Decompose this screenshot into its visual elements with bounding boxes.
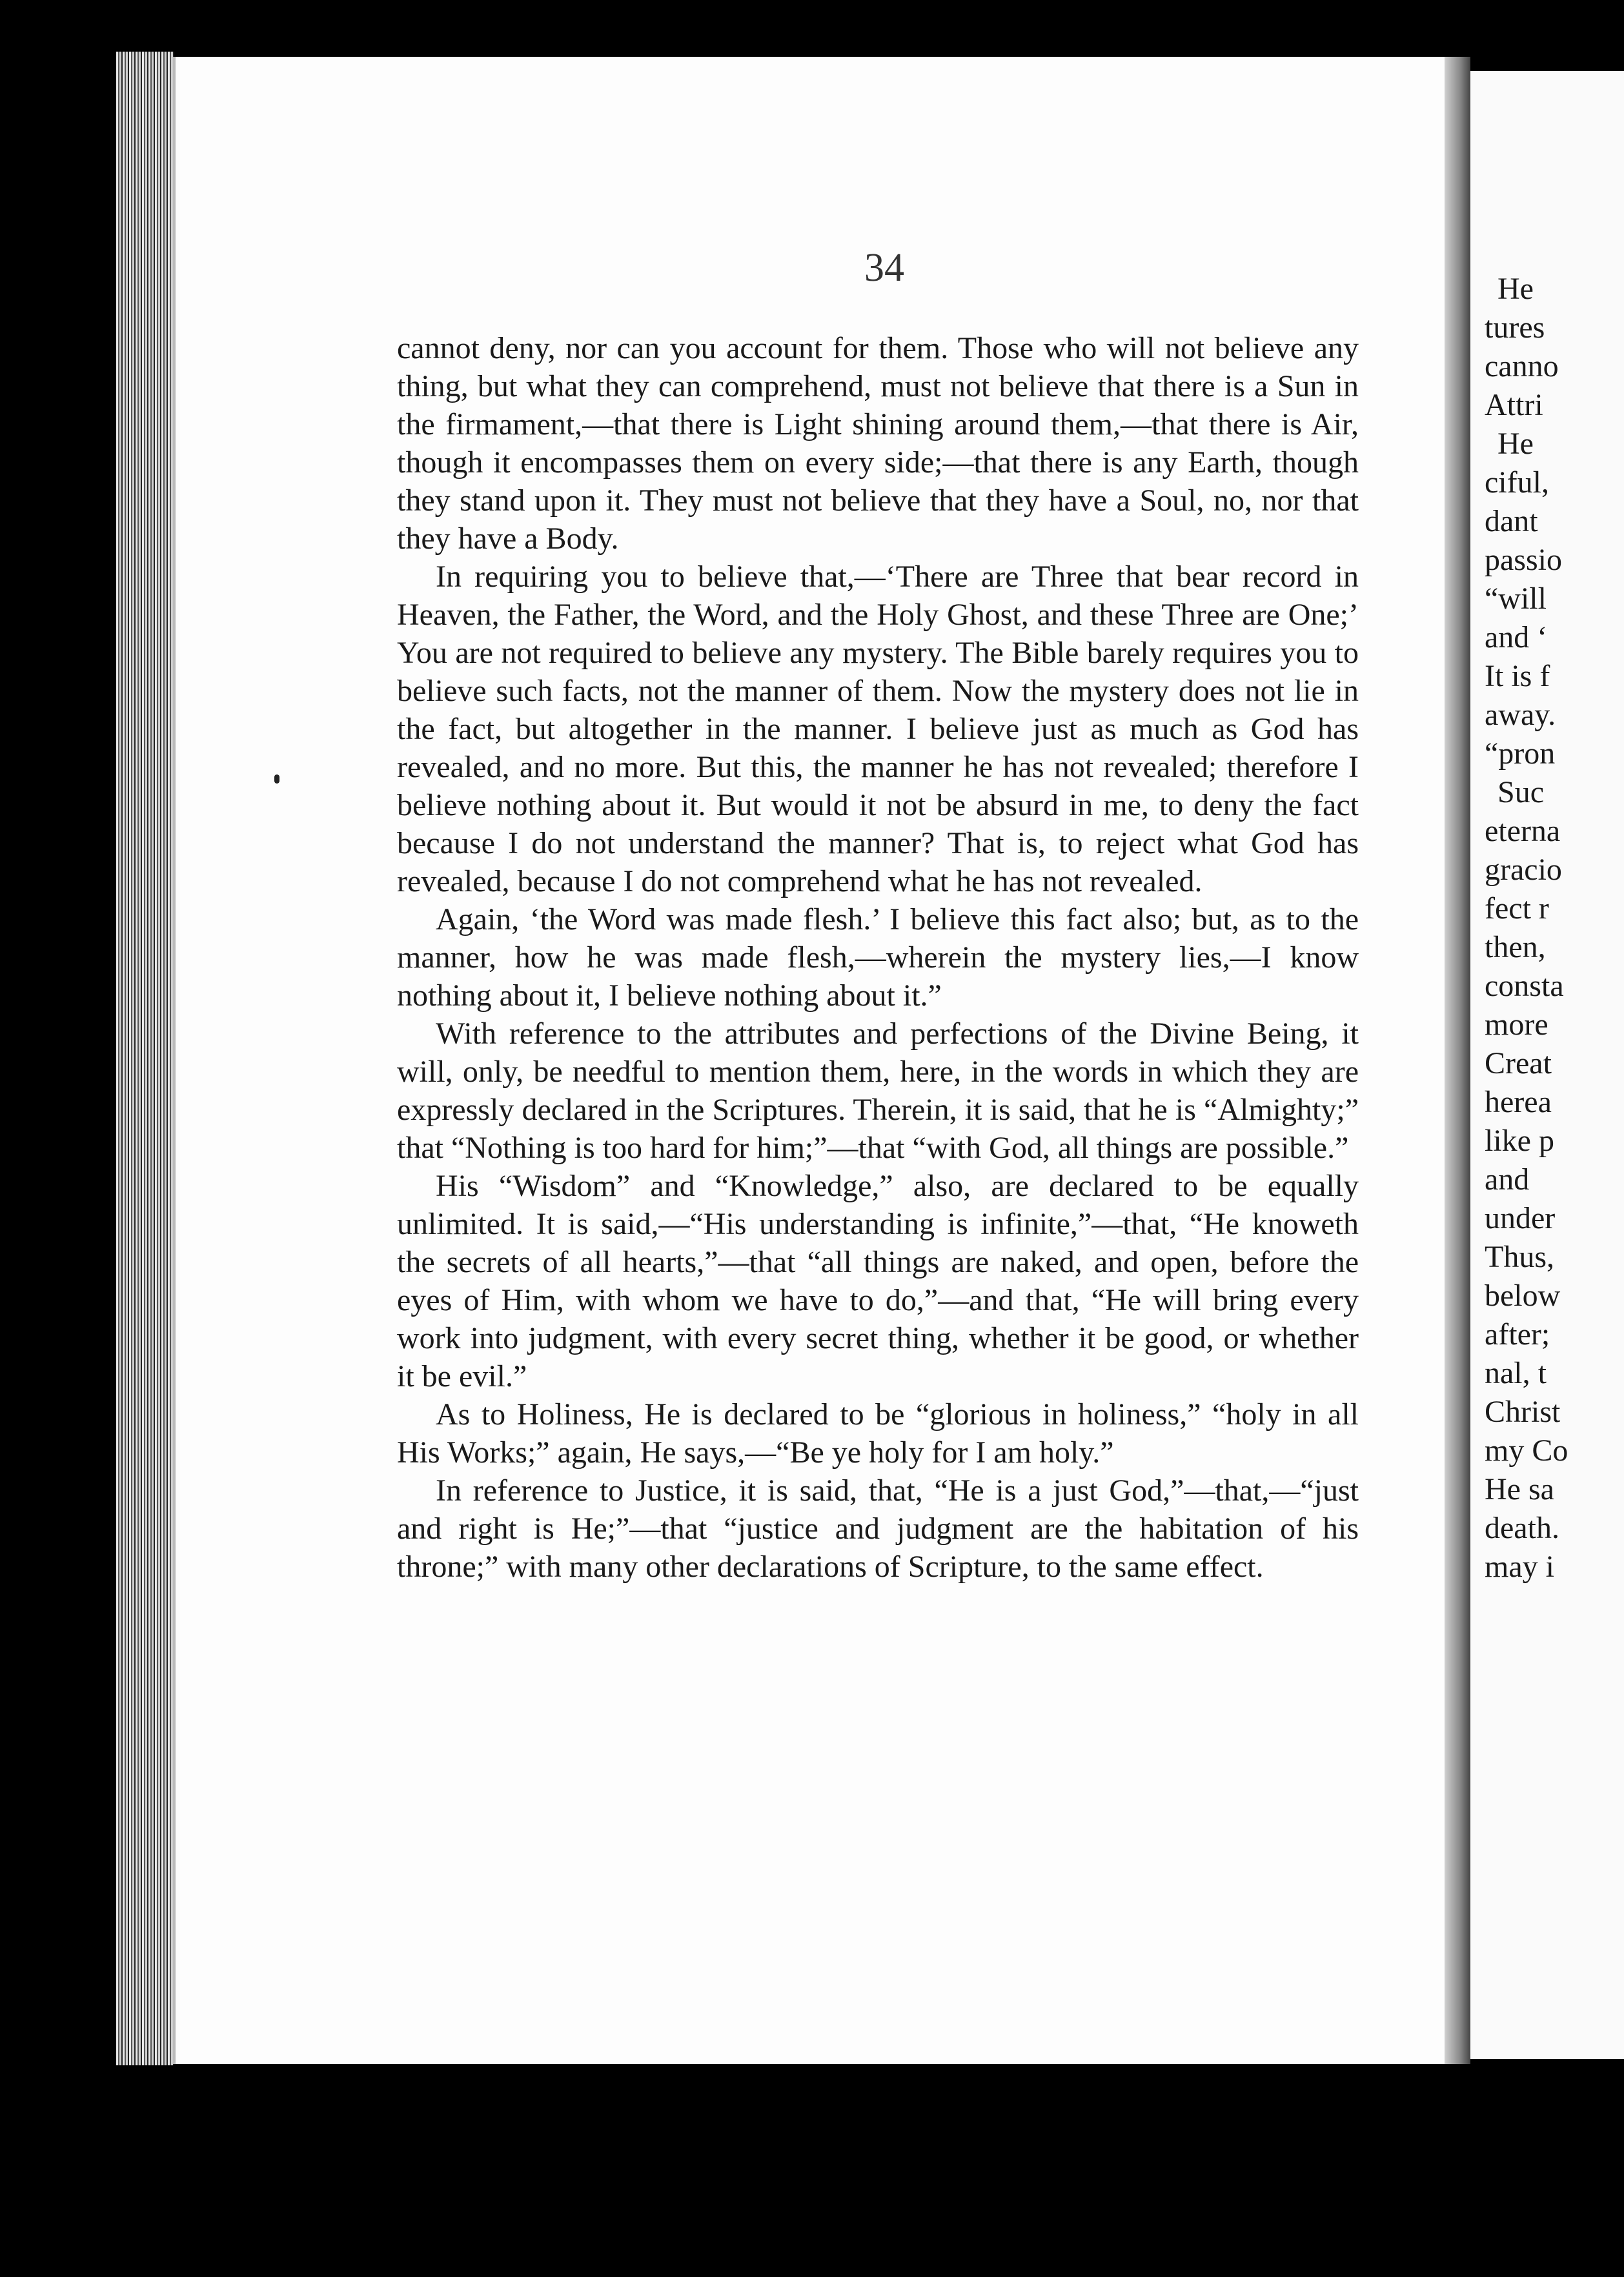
paragraph: With reference to the attributes and perfections of the Divine Being, it will, only, be needful to mention them, here, in the words in which they are expressly declared in the Scriptures. Therein, it is said, that he is “Almighty;” that “Nothing is too hard for him;”—that “with God, all things are possible.” bbox=[397, 1017, 1359, 1165]
facing-page-line: nal, t bbox=[1485, 1356, 1547, 1390]
facing-page-line: away. bbox=[1485, 698, 1556, 732]
facing-page-line: after; bbox=[1485, 1317, 1550, 1351]
facing-page bbox=[1470, 71, 1624, 2059]
facing-page-line: herea bbox=[1485, 1085, 1552, 1119]
paragraph: In reference to Justice, it is said, that, “He is a just God,”—that,—“just and right is He;”—that “justice and judgment are the habitation of his throne;” with many other declarations of Scripture, to the same effect. bbox=[397, 1473, 1359, 1584]
facing-page-line: consta bbox=[1485, 969, 1564, 1003]
margin-mark bbox=[274, 774, 279, 784]
facing-page-line: then, bbox=[1485, 930, 1546, 964]
facing-page-line: canno bbox=[1485, 349, 1559, 383]
facing-page-line: “pron bbox=[1485, 736, 1556, 771]
facing-page-line: fect r bbox=[1485, 891, 1549, 926]
body-text bbox=[397, 329, 1359, 1586]
paragraph: cannot deny, nor can you account for them. Those who will not believe any thing, but what they can comprehend, must not believe that there is a Sun in the firmament,—that there is Light shining around them,—that there is Air, though it encompasses them on every side;—that there is any Earth, though they stand upon it. They must not believe that they have a Soul, no, nor that they have a Body. bbox=[397, 331, 1359, 556]
page-gutter bbox=[1445, 57, 1470, 2064]
page-edges bbox=[116, 52, 174, 2065]
facing-page-line: gracio bbox=[1485, 853, 1562, 887]
paragraph: Again, ‘the Word was made flesh.’ I believe this fact also; but, as to the manner, how he was made flesh,—wherein the mystery lies,—I know nothing about it, I believe nothing about it.” bbox=[397, 902, 1359, 1013]
facing-page-line: and ‘ bbox=[1485, 620, 1548, 654]
facing-page-line: may i bbox=[1485, 1550, 1554, 1584]
facing-page-line: ciful, bbox=[1485, 465, 1549, 500]
facing-page-line: He sa bbox=[1485, 1472, 1554, 1506]
facing-page-line: my Co bbox=[1485, 1433, 1568, 1468]
facing-page-line: Suc bbox=[1497, 775, 1544, 809]
facing-page-line: “will bbox=[1485, 582, 1547, 616]
facing-page-line: He bbox=[1497, 427, 1534, 461]
paragraph: In requiring you to believe that,—‘There are Three that bear record in Heaven, the Father, the Word, and the Holy Ghost, and these Three are One;’ You are not required to believe any mystery. The Bible barely requires you to believe such facts, not the manner of them. Now the mystery does not lie in the fact, but altogether in the manner. I believe just as much as God has revealed, and no more. But this, the manner he has not revealed; therefore I believe nothing about it. But would it not be absurd in me, to deny the fact because I do not understand the manner? That is, to reject what God has revealed, because I do not comprehend what he has not revealed. bbox=[397, 560, 1359, 898]
facing-page-line: like p bbox=[1485, 1124, 1554, 1158]
facing-page-line: passio bbox=[1485, 543, 1562, 577]
facing-page-line: below bbox=[1485, 1279, 1561, 1313]
facing-page-line: Christ bbox=[1485, 1395, 1561, 1429]
paragraph: His “Wisdom” and “Knowledge,” also, are declared to be equally unlimited. It is said,—“His understanding is infinite,”—that, “He knoweth the secrets of all hearts,”—that “all things are naked, and open, before the eyes of Him, with whom we have to do,”—and that, “He will bring every work into judgment, with every secret thing, whether it be good, or whether it be evil.” bbox=[397, 1169, 1359, 1393]
facing-page-line: and bbox=[1485, 1162, 1530, 1197]
facing-page-line: under bbox=[1485, 1201, 1556, 1235]
facing-page-line: more bbox=[1485, 1007, 1548, 1042]
facing-page-line: Thus, bbox=[1485, 1240, 1554, 1274]
facing-page-line: Attri bbox=[1485, 388, 1543, 422]
facing-page-line: Creat bbox=[1485, 1046, 1552, 1080]
facing-page-line: He bbox=[1497, 272, 1534, 306]
facing-page-line: It is f bbox=[1485, 659, 1550, 693]
facing-page-line: eterna bbox=[1485, 814, 1561, 848]
facing-page-line: death. bbox=[1485, 1511, 1559, 1545]
facing-page-line: tures bbox=[1485, 310, 1545, 345]
facing-page-line: dant bbox=[1485, 504, 1538, 538]
page-number: 34 bbox=[864, 246, 904, 290]
paragraph: As to Holiness, He is declared to be “glorious in holiness,” “holy in all His Works;” again, He says,—“Be ye holy for I am holy.” bbox=[397, 1397, 1359, 1470]
